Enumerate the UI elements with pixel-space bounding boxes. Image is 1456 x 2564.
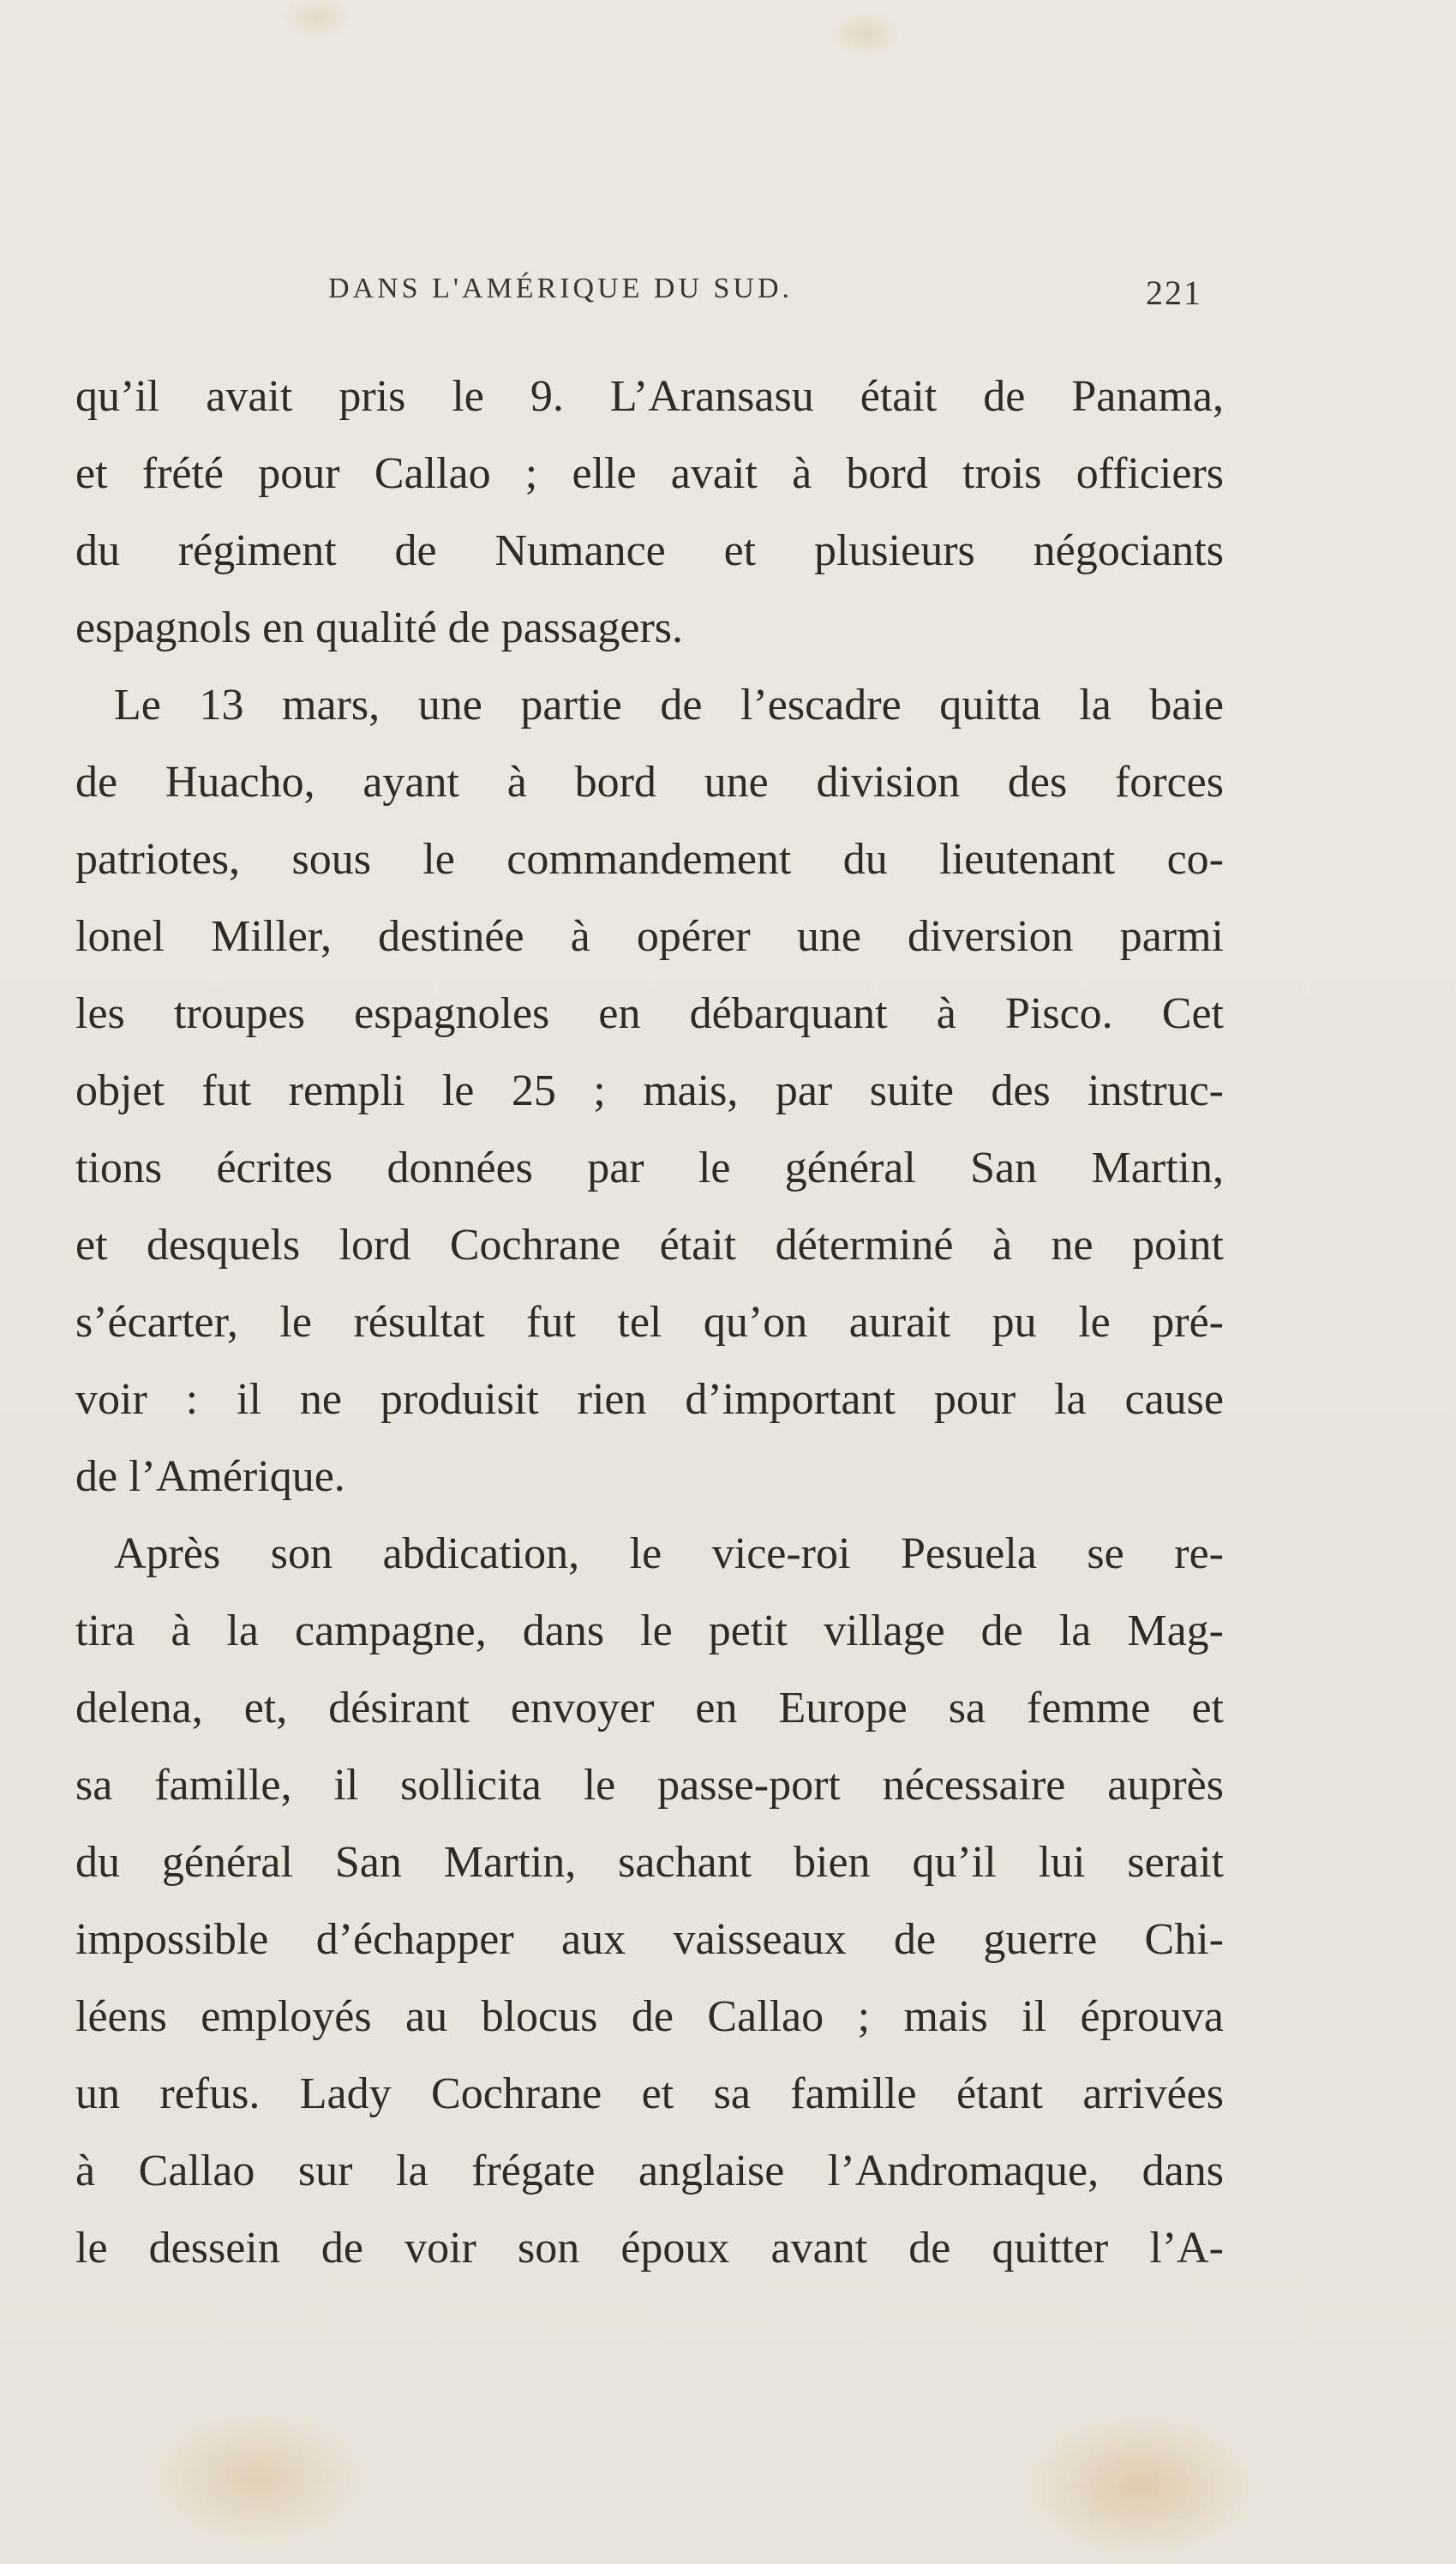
text-line: léens employés au blocus de Callao ; mais il éprouva — [75, 1992, 1224, 2041]
body-text — [75, 358, 1224, 2287]
text-line: objet fut rempli le 25 ; mais, par suite des instruc- — [75, 1066, 1224, 1115]
text-line: tions écrites données par le général San Martin, — [75, 1144, 1224, 1192]
text-line: les troupes espagnoles en débarquant à Pisco. Cet — [75, 989, 1224, 1038]
text-line: le dessein de voir son époux avant de quitter l’A- — [75, 2224, 1224, 2273]
text-line: de l’Amérique. — [75, 1452, 345, 1501]
text-line: espagnols en qualité de passagers. — [75, 603, 684, 652]
text-line: lonel Miller, destinée à opérer une diversion parmi — [75, 912, 1224, 961]
text-line: du général San Martin, sachant bien qu’il lui serait — [75, 1838, 1224, 1887]
text-line: impossible d’échapper aux vaisseaux de guerre Chi- — [75, 1915, 1224, 1964]
text-line: voir : il ne produisit rien d’important pour la cause — [75, 1375, 1224, 1424]
text-line: s’écarter, le résultat fut tel qu’on aurait pu le pré- — [75, 1298, 1224, 1347]
page-number: 221 — [1146, 273, 1202, 312]
text-line: Le 13 mars, une partie de l’escadre quitta la baie — [114, 681, 1224, 730]
text-line: sa famille, il sollicita le passe-port nécessaire auprès — [75, 1761, 1224, 1810]
text-line: de Huacho, ayant à bord une division des forces — [75, 758, 1224, 807]
text-line: Après son abdication, le vice-roi Pesuela se re- — [114, 1529, 1224, 1578]
text-line: tira à la campagne, dans le petit village de la Mag- — [75, 1606, 1224, 1655]
running-title: DANS L'AMÉRIQUE DU SUD. — [328, 273, 794, 304]
text-line: delena, et, désirant envoyer en Europe sa femme et — [75, 1684, 1224, 1732]
text-line: du régiment de Numance et plusieurs négociants — [75, 526, 1224, 575]
text-line: à Callao sur la frégate anglaise l’Andromaque, dans — [75, 2147, 1224, 2195]
text-line: patriotes, sous le commandement du lieutenant co- — [75, 835, 1224, 884]
running-head — [328, 273, 1202, 324]
text-line: qu’il avait pris le 9. L’Aransasu était de Panama, — [75, 372, 1224, 421]
text-line: et desquels lord Cochrane était déterminé à ne point — [75, 1221, 1224, 1270]
text-line: et frété pour Callao ; elle avait à bord trois officiers — [75, 449, 1224, 498]
text-line: un refus. Lady Cochrane et sa famille étant arrivées — [75, 2069, 1224, 2118]
